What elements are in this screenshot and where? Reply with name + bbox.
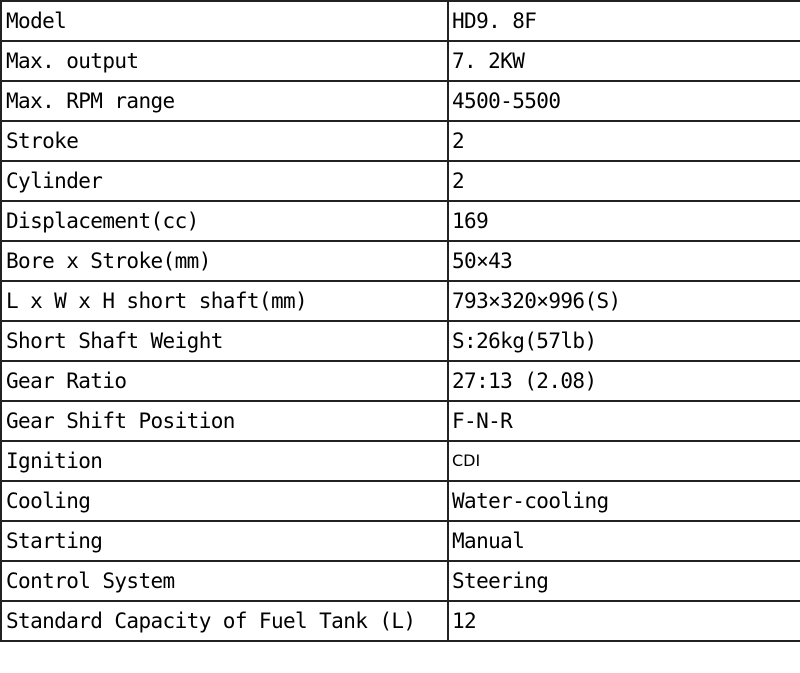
spec-value: 2	[448, 121, 800, 161]
table-row	[1, 401, 800, 441]
table-row	[1, 361, 800, 401]
table-row	[1, 321, 800, 361]
spec-label: Model	[1, 1, 448, 41]
spec-value: Manual	[448, 521, 800, 561]
spec-label: Standard Capacity of Fuel Tank (L)	[1, 601, 448, 641]
table-row	[1, 281, 800, 321]
spec-value: 793×320×996(S)	[448, 281, 800, 321]
spec-value: 169	[448, 201, 800, 241]
spec-value: F-N-R	[448, 401, 800, 441]
spec-value: 12	[448, 601, 800, 641]
spec-table-body	[1, 1, 800, 641]
table-row	[1, 601, 800, 641]
spec-value: 27:13 (2.08)	[448, 361, 800, 401]
table-row	[1, 201, 800, 241]
spec-value: 7. 2KW	[448, 41, 800, 81]
spec-value: Water-cooling	[448, 481, 800, 521]
spec-label: Ignition	[1, 441, 448, 481]
table-row	[1, 521, 800, 561]
table-row	[1, 81, 800, 121]
spec-label: Gear Ratio	[1, 361, 448, 401]
spec-label: L x W x H short shaft(mm)	[1, 281, 448, 321]
table-row	[1, 561, 800, 601]
spec-value: S:26kg(57lb)	[448, 321, 800, 361]
spec-label: Max. RPM range	[1, 81, 448, 121]
table-row	[1, 121, 800, 161]
table-row	[1, 161, 800, 201]
spec-label: Bore x Stroke(mm)	[1, 241, 448, 281]
spec-value: Steering	[448, 561, 800, 601]
spec-value: CDI	[448, 441, 800, 481]
spec-value: 2	[448, 161, 800, 201]
table-row	[1, 481, 800, 521]
spec-value: 4500-5500	[448, 81, 800, 121]
spec-value: 50×43	[448, 241, 800, 281]
table-row	[1, 1, 800, 41]
spec-value: HD9. 8F	[448, 1, 800, 41]
spec-label: Starting	[1, 521, 448, 561]
spec-label: Cooling	[1, 481, 448, 521]
spec-label: Stroke	[1, 121, 448, 161]
spec-label: Control System	[1, 561, 448, 601]
spec-label: Max. output	[1, 41, 448, 81]
spec-label: Displacement(cc)	[1, 201, 448, 241]
spec-label: Gear Shift Position	[1, 401, 448, 441]
table-row	[1, 41, 800, 81]
table-row	[1, 441, 800, 481]
spec-label: Short Shaft Weight	[1, 321, 448, 361]
spec-label: Cylinder	[1, 161, 448, 201]
table-row	[1, 241, 800, 281]
